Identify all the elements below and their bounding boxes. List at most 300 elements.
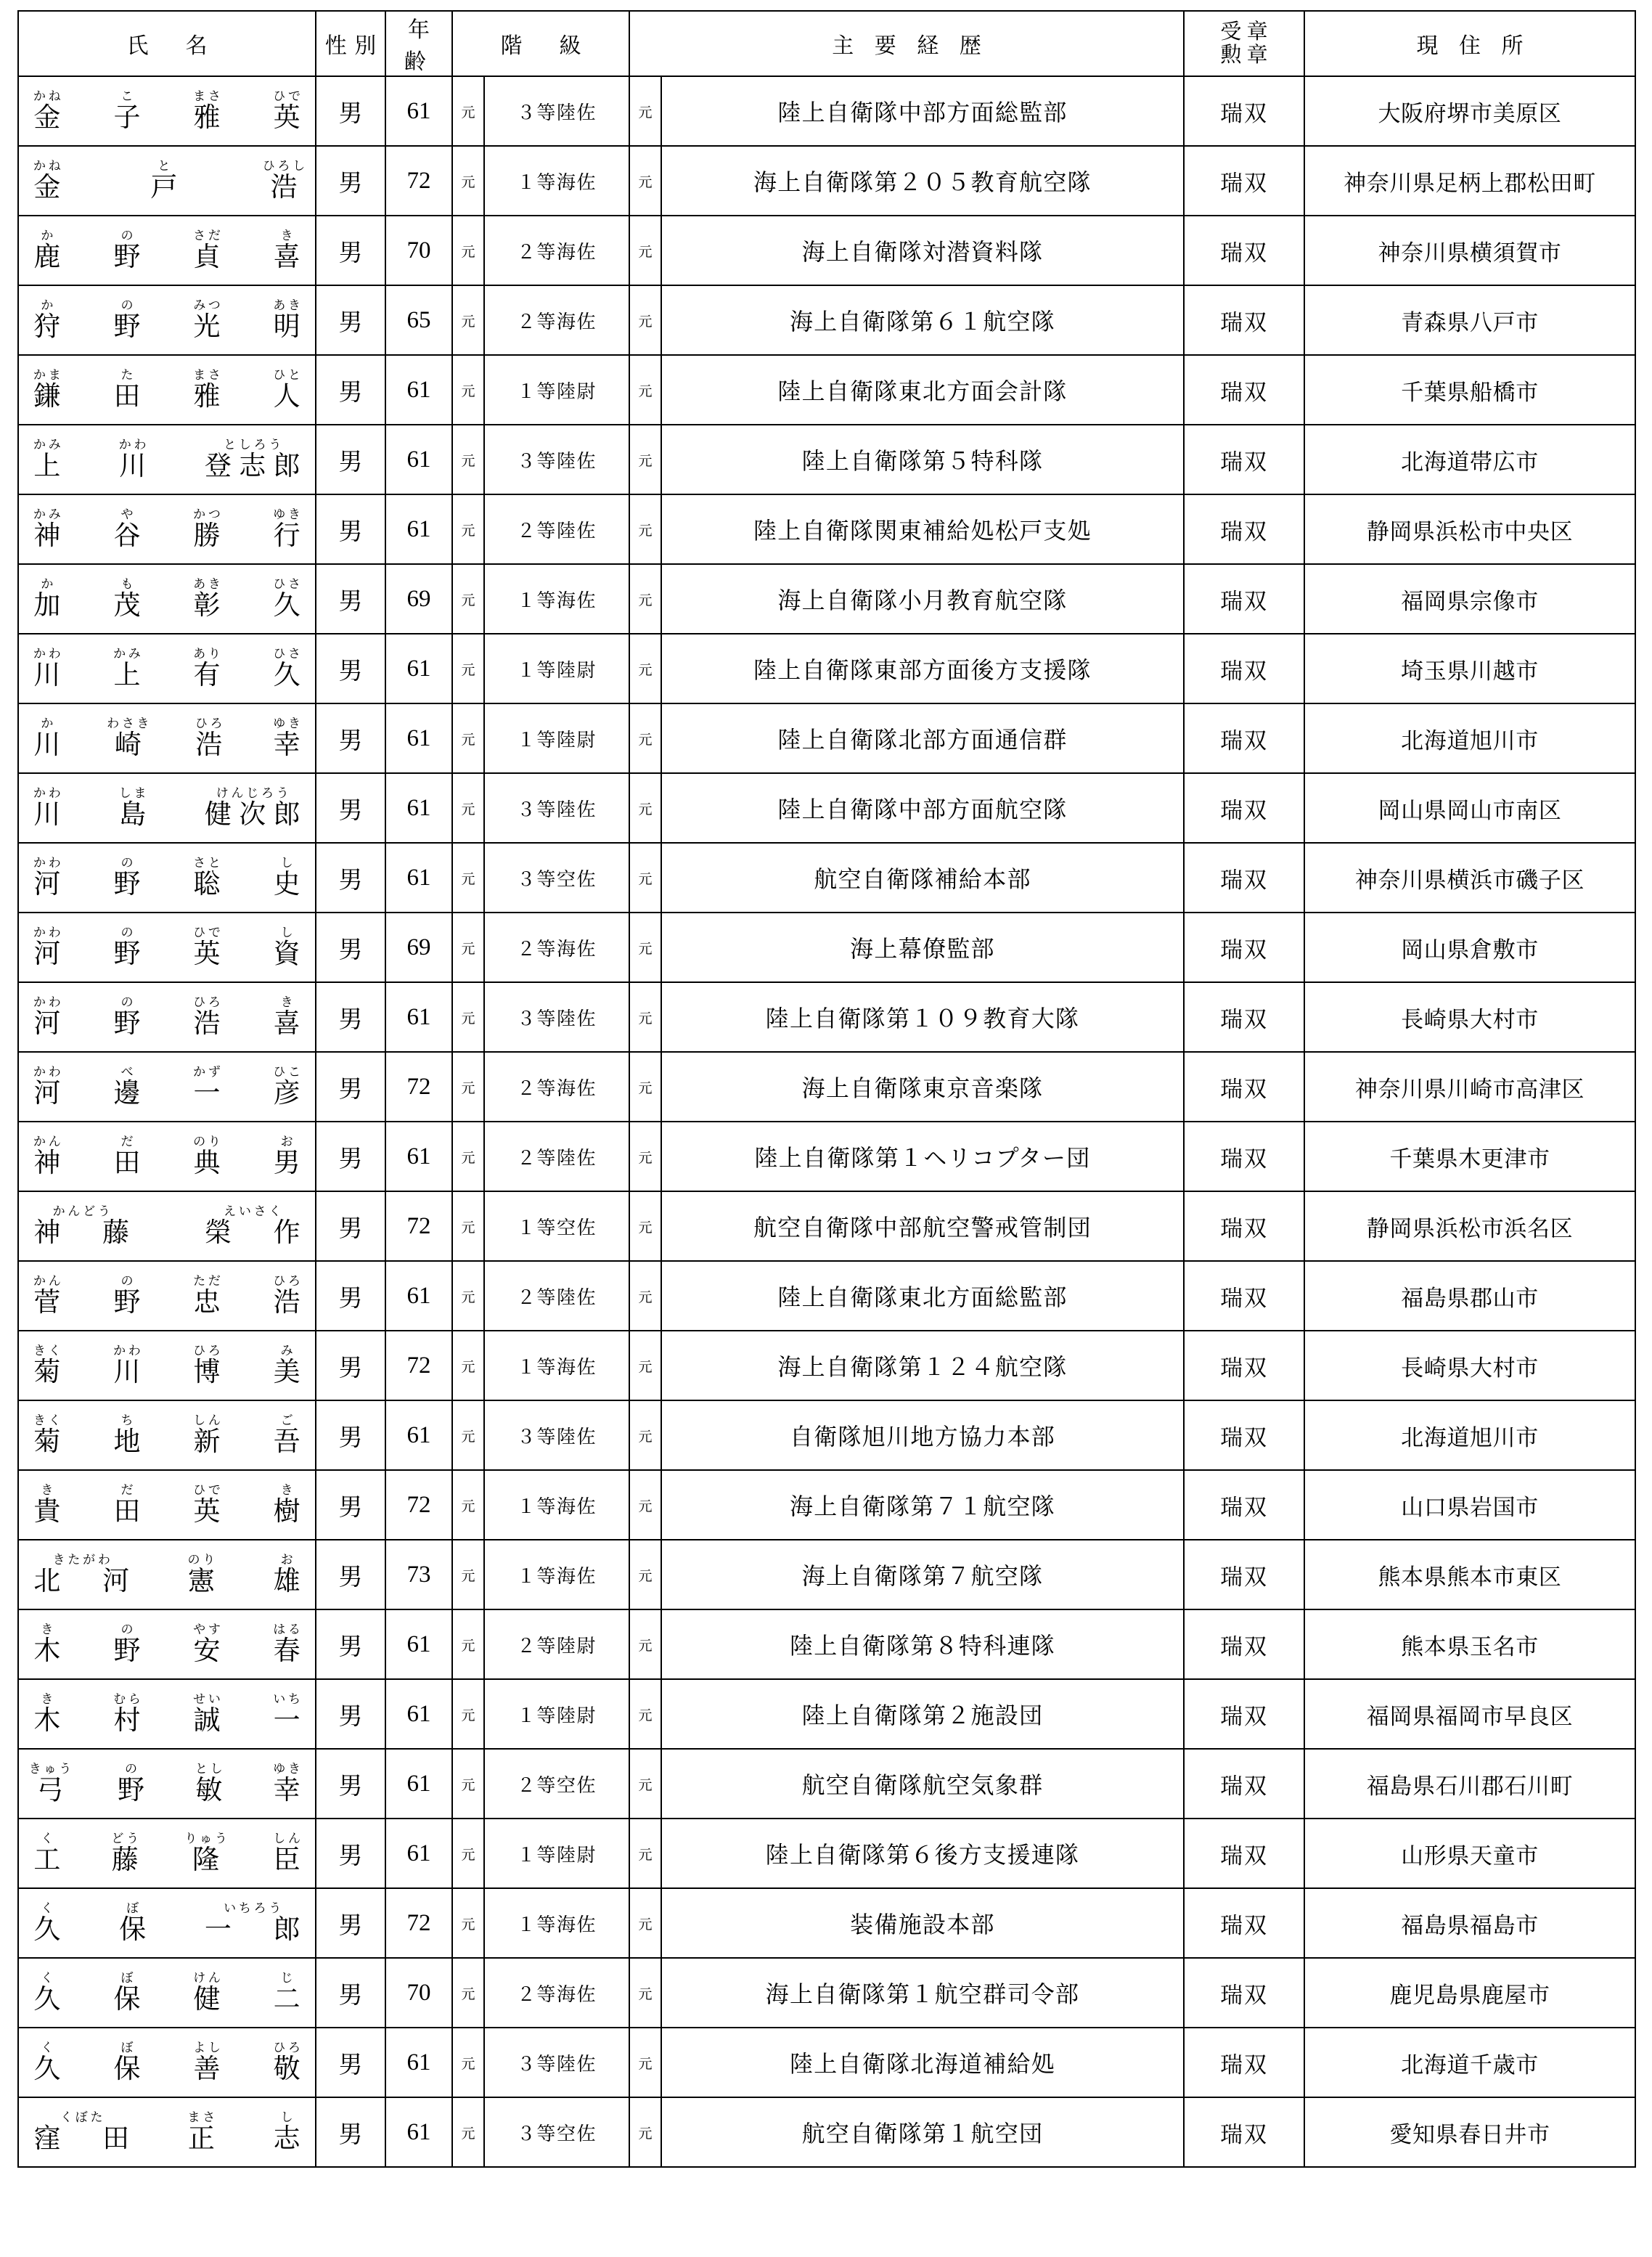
- name-kanji: 人: [273, 381, 308, 412]
- name-kanji: 敬: [273, 2054, 308, 2084]
- name-unit: [26, 507, 68, 551]
- cell-sex: 男: [316, 1540, 385, 1609]
- cell-career: 陸上自衛隊第８特科連隊: [661, 1609, 1184, 1679]
- cell-sex: 男: [316, 1052, 385, 1122]
- name-furigana: しん: [193, 1413, 224, 1427]
- cell-name: [18, 1958, 316, 2028]
- table-row: [18, 843, 1635, 913]
- name-kanji: 一: [193, 1078, 228, 1109]
- cell-age: 61: [385, 355, 452, 425]
- cell-rank-prefix: 元: [452, 76, 484, 146]
- name-kanji: 野: [113, 1636, 148, 1666]
- name-furigana: き: [280, 995, 296, 1009]
- cell-rank-prefix: 元: [452, 1191, 484, 1261]
- name-kanji: 田: [113, 1148, 148, 1178]
- table-body: [18, 76, 1635, 2167]
- name-furigana: きたがわ: [52, 1552, 113, 1567]
- cell-name: [18, 1400, 316, 1470]
- table-row: [18, 1609, 1635, 1679]
- name-unit: [106, 89, 148, 133]
- name-kanji: 保: [119, 1914, 154, 1945]
- cell-rank-prefix: 元: [452, 1679, 484, 1749]
- name-kanji: 浩: [195, 730, 230, 760]
- name-furigana: かわ: [33, 646, 64, 661]
- cell-sex: 男: [316, 2028, 385, 2097]
- name-furigana: くぼた: [60, 2110, 106, 2124]
- name-furigana: ただ: [193, 1273, 224, 1288]
- name-kanji: 善: [193, 2054, 228, 2084]
- name-furigana: ひろ: [195, 716, 226, 730]
- cell-career-prefix: 元: [629, 703, 661, 773]
- name-unit: [266, 646, 308, 690]
- header-medal: [1184, 11, 1304, 76]
- cell-medal: 瑞双: [1184, 913, 1304, 982]
- name-kanji: 喜: [273, 242, 308, 272]
- cell-medal: 瑞双: [1184, 355, 1304, 425]
- name-kanji: 河: [33, 939, 68, 969]
- cell-career: 陸上自衛隊第５特科隊: [661, 425, 1184, 494]
- name-row: [19, 1478, 315, 1532]
- name-kanji: 野: [117, 1775, 152, 1805]
- cell-rank-prefix: 元: [452, 1470, 484, 1540]
- cell-address: 岡山県岡山市南区: [1304, 773, 1635, 843]
- name-kanji: 美: [273, 1357, 308, 1387]
- name-furigana: み: [280, 1343, 296, 1358]
- name-kanji: 男: [273, 1148, 308, 1178]
- cell-medal: 瑞双: [1184, 703, 1304, 773]
- name-row: [19, 921, 315, 975]
- cell-name: [18, 425, 316, 494]
- cell-career: 海上自衛隊東京音楽隊: [661, 1052, 1184, 1122]
- name-furigana: ひろ: [273, 1273, 303, 1288]
- name-kanji: 貴: [33, 1496, 68, 1527]
- cell-medal: 瑞双: [1184, 1609, 1304, 1679]
- name-unit: [186, 995, 228, 1039]
- cell-age: 65: [385, 285, 452, 355]
- cell-age: 61: [385, 76, 452, 146]
- name-row: [19, 1339, 315, 1393]
- name-unit: [266, 1343, 308, 1387]
- cell-address: 北海道帯広市: [1304, 425, 1635, 494]
- name-furigana: かん: [33, 1134, 64, 1148]
- name-kanji: 浩: [270, 172, 305, 203]
- name-furigana: やす: [193, 1622, 224, 1636]
- name-kanji: 典: [193, 1148, 228, 1178]
- name-row: [19, 1757, 315, 1811]
- cell-rank-prefix: 元: [452, 1749, 484, 1819]
- name-kanji: 菅: [33, 1287, 68, 1318]
- table-row: [18, 1191, 1635, 1261]
- name-kanji: 菊: [33, 1427, 68, 1457]
- cell-career: 陸上自衛隊東北方面総監部: [661, 1261, 1184, 1331]
- cell-medal: 瑞双: [1184, 425, 1304, 494]
- cell-address: 大阪府堺市美原区: [1304, 76, 1635, 146]
- name-furigana: えいさく: [224, 1204, 285, 1218]
- name-kanji: 茂: [113, 590, 148, 621]
- cell-career: 陸上自衛隊東北方面会計隊: [661, 355, 1184, 425]
- name-furigana: し: [280, 855, 296, 870]
- cell-career-prefix: 元: [629, 2028, 661, 2097]
- cell-medal: 瑞双: [1184, 216, 1304, 285]
- cell-rank-prefix: 元: [452, 913, 484, 982]
- name-furigana: りゅう: [184, 1831, 230, 1845]
- cell-career-prefix: 元: [629, 564, 661, 634]
- cell-age: 70: [385, 216, 452, 285]
- cell-sex: 男: [316, 1261, 385, 1331]
- table-row: [18, 285, 1635, 355]
- table-row: [18, 913, 1635, 982]
- name-unit: [197, 1901, 308, 1945]
- name-furigana: まさ: [193, 367, 224, 382]
- name-unit: [186, 646, 228, 690]
- name-kanji: 正: [187, 2123, 223, 2154]
- name-unit: [104, 716, 152, 760]
- cell-rank: ３等空佐: [484, 2097, 629, 2167]
- name-kanji: 雅: [193, 102, 228, 133]
- cell-career-prefix: 元: [629, 355, 661, 425]
- name-furigana: き: [280, 1482, 296, 1497]
- cell-career: 陸上自衛隊中部方面総監部: [661, 76, 1184, 146]
- name-unit: [104, 1831, 146, 1875]
- cell-career-prefix: 元: [629, 1540, 661, 1609]
- name-kanji: 幸: [273, 1775, 308, 1805]
- honors-table: [17, 10, 1636, 2168]
- name-furigana: いち: [273, 1691, 303, 1706]
- name-kanji: 喜: [273, 1008, 308, 1039]
- cell-sex: 男: [316, 564, 385, 634]
- cell-rank: ２等海佐: [484, 216, 629, 285]
- name-row: [19, 1130, 315, 1184]
- name-furigana: まさ: [193, 89, 224, 103]
- name-unit: [106, 646, 148, 690]
- cell-rank: ３等陸佐: [484, 773, 629, 843]
- cell-address: 神奈川県川崎市高津区: [1304, 1052, 1635, 1122]
- name-unit: [186, 507, 228, 551]
- name-furigana: か: [41, 228, 57, 242]
- name-kanji: 雄: [273, 1566, 308, 1596]
- table-row: [18, 1540, 1635, 1609]
- name-row: [19, 1966, 315, 2020]
- cell-name: [18, 773, 316, 843]
- cell-rank: １等海佐: [484, 146, 629, 216]
- name-unit: [260, 158, 308, 203]
- table-row: [18, 76, 1635, 146]
- name-kanji: 春: [273, 1636, 308, 1666]
- name-unit: [106, 576, 148, 621]
- cell-name: [18, 1540, 316, 1609]
- name-unit: [266, 2110, 308, 2154]
- cell-sex: 男: [316, 1331, 385, 1400]
- cell-career-prefix: 元: [629, 76, 661, 146]
- cell-address: 山口県岩国市: [1304, 1470, 1635, 1540]
- cell-age: 73: [385, 1540, 452, 1609]
- name-furigana: かみ: [113, 646, 144, 661]
- cell-address: 熊本県熊本市東区: [1304, 1540, 1635, 1609]
- name-furigana: ゆき: [273, 1761, 303, 1776]
- name-unit: [186, 1064, 228, 1109]
- name-furigana: のり: [193, 1134, 224, 1148]
- name-furigana: ひろし: [262, 158, 308, 173]
- cell-sex: 男: [316, 2097, 385, 2167]
- name-unit: [180, 1552, 222, 1596]
- cell-sex: 男: [316, 285, 385, 355]
- table-row: [18, 773, 1635, 843]
- cell-age: 69: [385, 564, 452, 634]
- name-furigana: まさ: [187, 2110, 218, 2124]
- cell-medal: 瑞双: [1184, 1819, 1304, 1888]
- name-unit: [26, 576, 68, 621]
- cell-age: 61: [385, 1261, 452, 1331]
- name-unit: [106, 507, 148, 551]
- name-unit: [266, 1273, 308, 1318]
- cell-name: [18, 703, 316, 773]
- cell-rank-prefix: 元: [452, 1540, 484, 1609]
- cell-rank: ３等空佐: [484, 843, 629, 913]
- cell-career-prefix: 元: [629, 982, 661, 1052]
- name-unit: [106, 1622, 148, 1666]
- cell-career: 海上自衛隊第７１航空隊: [661, 1470, 1184, 1540]
- cell-age: 61: [385, 1679, 452, 1749]
- cell-medal: 瑞双: [1184, 773, 1304, 843]
- cell-rank: １等海佐: [484, 1540, 629, 1609]
- name-unit: [106, 1413, 148, 1457]
- cell-career: 陸上自衛隊北部方面通信群: [661, 703, 1184, 773]
- name-unit: [186, 1622, 228, 1666]
- name-kanji: 光: [193, 311, 228, 342]
- cell-name: [18, 1749, 316, 1819]
- name-unit: [186, 1343, 228, 1387]
- name-unit: [197, 437, 308, 481]
- name-furigana: く: [41, 2040, 57, 2054]
- name-furigana: かね: [33, 158, 64, 173]
- cell-sex: 男: [316, 1819, 385, 1888]
- name-unit: [186, 367, 228, 412]
- cell-medal: 瑞双: [1184, 1191, 1304, 1261]
- name-furigana: か: [41, 716, 57, 730]
- cell-rank-prefix: 元: [452, 1400, 484, 1470]
- cell-age: 61: [385, 843, 452, 913]
- name-row: [19, 293, 315, 348]
- name-unit: [26, 158, 68, 203]
- cell-rank-prefix: 元: [452, 494, 484, 564]
- name-furigana: の: [120, 995, 136, 1009]
- name-unit: [26, 646, 68, 690]
- cell-medal: 瑞双: [1184, 1679, 1304, 1749]
- cell-age: 61: [385, 1749, 452, 1819]
- name-unit: [266, 716, 308, 760]
- name-unit: [180, 2110, 222, 2154]
- name-kanji: 河: [33, 1078, 68, 1109]
- cell-name: [18, 1191, 316, 1261]
- name-kanji: 木: [33, 1705, 68, 1736]
- name-kanji: 崎: [114, 730, 150, 760]
- name-furigana: あき: [193, 576, 224, 591]
- name-furigana: しん: [273, 1831, 303, 1845]
- name-furigana: あり: [193, 646, 224, 661]
- cell-medal: 瑞双: [1184, 1749, 1304, 1819]
- cell-address: 静岡県浜松市浜名区: [1304, 1191, 1635, 1261]
- name-unit: [266, 1064, 308, 1109]
- name-furigana: きく: [33, 1343, 64, 1358]
- name-furigana: かんどう: [52, 1204, 113, 1218]
- cell-career: 陸上自衛隊中部方面航空隊: [661, 773, 1184, 843]
- name-row: [19, 781, 315, 836]
- name-kanji: 保: [113, 1984, 148, 2015]
- name-furigana: じ: [280, 1970, 296, 1985]
- name-kanji: 野: [113, 1287, 148, 1318]
- name-kanji: 北 河: [33, 1566, 137, 1596]
- name-furigana: の: [120, 1273, 136, 1288]
- name-furigana: や: [120, 507, 136, 521]
- name-unit: [186, 1273, 228, 1318]
- name-unit: [266, 228, 308, 272]
- cell-career-prefix: 元: [629, 1679, 661, 1749]
- name-kanji: 子: [113, 102, 148, 133]
- cell-rank: ２等海佐: [484, 285, 629, 355]
- cell-career-prefix: 元: [629, 1470, 661, 1540]
- cell-address: 神奈川県横須賀市: [1304, 216, 1635, 285]
- table-row: [18, 1261, 1635, 1331]
- name-row: [19, 1199, 315, 1254]
- name-furigana: かわ: [33, 995, 64, 1009]
- cell-medal: 瑞双: [1184, 1540, 1304, 1609]
- name-unit: [26, 1482, 68, 1527]
- cell-career-prefix: 元: [629, 146, 661, 216]
- name-kanji: 野: [113, 939, 148, 969]
- name-furigana: きゅう: [28, 1761, 74, 1776]
- name-furigana: し: [280, 925, 296, 939]
- cell-career-prefix: 元: [629, 843, 661, 913]
- name-unit: [266, 1552, 308, 1596]
- cell-career-prefix: 元: [629, 1888, 661, 1958]
- cell-career-prefix: 元: [629, 2097, 661, 2167]
- cell-sex: 男: [316, 1888, 385, 1958]
- name-unit: [188, 1761, 230, 1805]
- header-career: 主 要 経 歴: [629, 11, 1184, 76]
- name-row: [19, 990, 315, 1045]
- name-unit: [26, 367, 68, 412]
- cell-career: 陸上自衛隊東部方面後方支援隊: [661, 634, 1184, 703]
- cell-age: 61: [385, 425, 452, 494]
- name-row: [19, 1548, 315, 1602]
- cell-address: 福岡県福岡市早良区: [1304, 1679, 1635, 1749]
- name-unit: [26, 2040, 68, 2084]
- name-unit: [26, 1831, 68, 1875]
- name-furigana: の: [124, 1761, 140, 1776]
- name-kanji: 行: [273, 521, 308, 551]
- name-kanji: 川: [33, 730, 68, 760]
- name-kanji: 資: [273, 939, 308, 969]
- cell-rank-prefix: 元: [452, 425, 484, 494]
- table-row: [18, 146, 1635, 216]
- name-kanji: 窪 田: [33, 2123, 137, 2154]
- name-unit: [186, 1970, 228, 2015]
- cell-age: 70: [385, 1958, 452, 2028]
- name-unit: [186, 1691, 228, 1736]
- cell-sex: 男: [316, 843, 385, 913]
- name-furigana: も: [120, 576, 136, 591]
- name-furigana: ひろ: [193, 1343, 224, 1358]
- name-row: [19, 502, 315, 557]
- table-row: [18, 703, 1635, 773]
- cell-career: 海上自衛隊対潜資料隊: [661, 216, 1184, 285]
- name-unit: [26, 1761, 74, 1805]
- name-unit: [112, 437, 154, 481]
- cell-medal: 瑞双: [1184, 1400, 1304, 1470]
- name-furigana: か: [41, 576, 57, 591]
- table-row: [18, 1679, 1635, 1749]
- name-unit: [26, 855, 68, 899]
- name-kanji: 浩: [273, 1287, 308, 1318]
- table-row: [18, 494, 1635, 564]
- name-kanji: 登志郎: [204, 451, 308, 481]
- name-unit: [106, 1691, 148, 1736]
- cell-medal: 瑞双: [1184, 1052, 1304, 1122]
- cell-address: 熊本県玉名市: [1304, 1609, 1635, 1679]
- name-kanji: 憲: [187, 1566, 223, 1596]
- header-row: [18, 11, 1635, 76]
- cell-age: 72: [385, 1470, 452, 1540]
- name-kanji: 勝: [193, 521, 228, 551]
- name-row: [19, 363, 315, 417]
- name-row: [19, 1827, 315, 1881]
- name-unit: [26, 995, 68, 1039]
- cell-rank: ３等陸佐: [484, 76, 629, 146]
- table-row: [18, 1331, 1635, 1400]
- name-unit: [106, 1273, 148, 1318]
- cell-rank: ２等海佐: [484, 913, 629, 982]
- table-header: [18, 11, 1635, 76]
- table-row: [18, 1052, 1635, 1122]
- name-furigana: かん: [33, 1273, 64, 1288]
- cell-rank-prefix: 元: [452, 1958, 484, 2028]
- name-furigana: ひろ: [193, 995, 224, 1009]
- name-unit: [186, 576, 228, 621]
- cell-rank-prefix: 元: [452, 634, 484, 703]
- name-row: [19, 1896, 315, 1951]
- name-unit: [186, 1413, 228, 1457]
- cell-rank: １等陸尉: [484, 1819, 629, 1888]
- table-row: [18, 1888, 1635, 1958]
- name-furigana: のり: [187, 1552, 218, 1567]
- cell-career-prefix: 元: [629, 1122, 661, 1191]
- name-kanji: 一 郎: [204, 1914, 308, 1945]
- name-kanji: 榮 作: [204, 1217, 308, 1248]
- name-furigana: く: [41, 1831, 57, 1845]
- name-unit: [26, 925, 68, 969]
- cell-career: 航空自衛隊航空気象群: [661, 1749, 1184, 1819]
- cell-address: 福島県福島市: [1304, 1888, 1635, 1958]
- cell-age: 72: [385, 1052, 452, 1122]
- name-unit: [112, 1901, 154, 1945]
- cell-rank-prefix: 元: [452, 1261, 484, 1331]
- cell-career: 陸上自衛隊第２施設団: [661, 1679, 1184, 1749]
- name-row: [19, 2036, 315, 2090]
- cell-sex: 男: [316, 913, 385, 982]
- header-medal-line2: 勲章: [1220, 44, 1273, 67]
- cell-name: [18, 2028, 316, 2097]
- name-kanji: 久: [33, 1984, 68, 2015]
- cell-rank: １等陸尉: [484, 703, 629, 773]
- name-unit: [26, 1343, 68, 1387]
- cell-rank: ２等海佐: [484, 1052, 629, 1122]
- name-kanji: 野: [113, 242, 148, 272]
- name-row: [19, 1687, 315, 1742]
- cell-medal: 瑞双: [1184, 982, 1304, 1052]
- name-furigana: ひろ: [273, 2040, 303, 2054]
- name-unit: [186, 855, 228, 899]
- cell-rank: ２等陸佐: [484, 1261, 629, 1331]
